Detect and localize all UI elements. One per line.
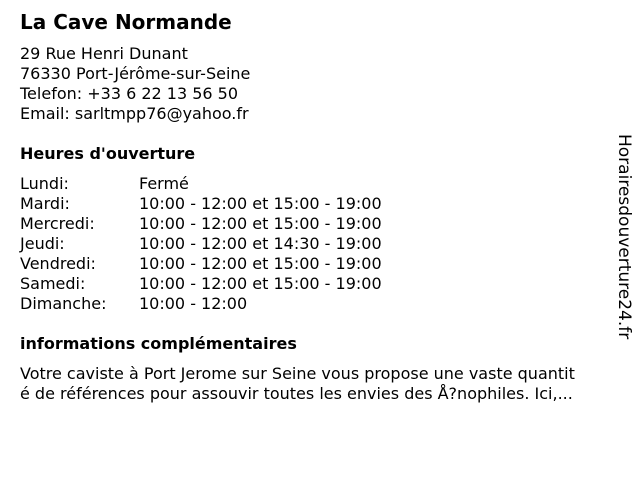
phone-number: Telefon: +33 6 22 13 56 50 xyxy=(20,84,239,103)
hours-day: Vendredi: xyxy=(20,254,96,273)
info-line-2: é de références pour assouvir toutes les envies des Å?nophiles. Ici,... xyxy=(20,384,573,403)
hours-time: 10:00 - 12:00 et 15:00 - 19:00 xyxy=(139,214,382,233)
hours-time: 10:00 - 12:00 et 15:00 - 19:00 xyxy=(139,254,382,273)
address-block xyxy=(20,44,250,124)
site-watermark: Horairesdouverture24.fr xyxy=(614,134,634,340)
email-address: Email: sarltmpp76@yahoo.fr xyxy=(20,104,249,123)
hours-day: Mercredi: xyxy=(20,214,95,233)
hours-day: Mardi: xyxy=(20,194,70,213)
city-address: 76330 Port-Jérôme-sur-Seine xyxy=(20,64,251,83)
shop-title: La Cave Normande xyxy=(20,10,232,34)
street-address: 29 Rue Henri Dunant xyxy=(20,44,188,63)
opening-hours-heading: Heures d'ouverture xyxy=(20,144,196,163)
hours-time: 10:00 - 12:00 xyxy=(139,294,248,313)
hours-time: 10:00 - 12:00 et 15:00 - 19:00 xyxy=(139,274,382,293)
hours-time: Fermé xyxy=(139,174,189,193)
hours-day: Jeudi: xyxy=(20,234,65,253)
additional-info-heading: informations complémentaires xyxy=(20,334,297,353)
additional-info-text xyxy=(20,364,640,404)
hours-time: 10:00 - 12:00 et 14:30 - 19:00 xyxy=(139,234,382,253)
hours-time: 10:00 - 12:00 et 15:00 - 19:00 xyxy=(139,194,382,213)
hours-day: Lundi: xyxy=(20,174,69,193)
hours-day: Samedi: xyxy=(20,274,86,293)
hours-day: Dimanche: xyxy=(20,294,107,313)
info-line-1: Votre caviste à Port Jerome sur Seine vous propose une vaste quantit xyxy=(20,364,575,383)
